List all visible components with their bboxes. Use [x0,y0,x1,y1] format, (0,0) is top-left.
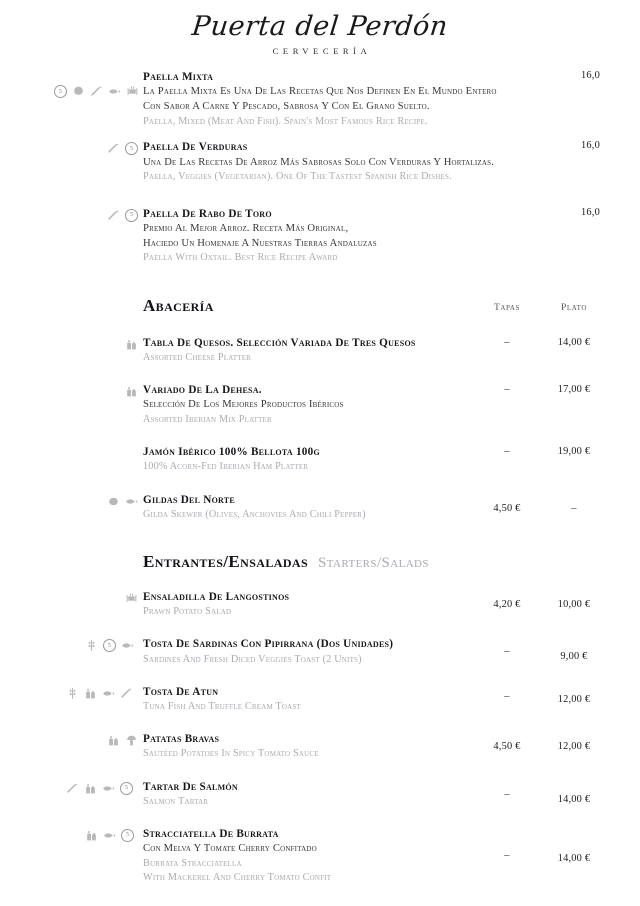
menu-item-price-tapas: – [504,446,510,458]
allergen-number-icon: 5 [103,639,116,652]
menu-item-name: Jamón Ibérico 100% Bellota 100g [143,446,320,459]
menu-item-desc-en: Assorted Iberian Mix Platter [143,413,272,425]
menu-item-row[interactable] [0,685,640,714]
menu-item-desc-en: Gilda Skewer (Olives, Anchovies And Chili Pepper) [143,508,366,520]
mushroom-icon [125,734,138,747]
menu-item-name: Tartar De Salmón [143,780,238,793]
allergen-icon-group [107,142,138,155]
allergen-icon-group [125,338,138,351]
chili-icon [107,142,120,155]
menu-item-row[interactable] [0,590,640,619]
menu-item-name: Paella De Rabo De Toro [143,207,272,220]
dairy-icon [107,734,120,747]
menu-item-name: Variado De La Dehesa. [143,384,262,397]
section-header-entrantes [143,552,640,572]
section-header-abaceria [143,296,640,316]
menu-item-row[interactable] [0,732,640,761]
menu-item-desc-en: Prawn Potato Salad [143,606,232,618]
menu-item-desc-en: Paella, Mixed (Meat And Fish). Spain's Most Famous Rice Recipe. [143,116,428,128]
section-title-translation: Starters/Salads [318,555,429,572]
fish-icon [103,829,116,842]
brand-logo [0,0,640,56]
menu-item-row[interactable] [0,827,640,886]
allergen-number-icon: 5 [121,829,134,842]
chili-icon [120,687,133,700]
menu-item-price-tapas: – [504,646,510,658]
allergen-icon-group [85,639,134,652]
menu-item-desc-en: 100% Acorn-Fed Iberian Ham Platter [143,461,309,473]
gluten-icon [66,687,79,700]
menu-item-price: 16,0 [581,70,600,82]
crustacean-icon [125,592,138,605]
fish-icon [121,639,134,652]
menu-item-name: Stracciatella De Burrata [143,828,279,840]
brand-name: Puerta del Perdón [190,11,450,42]
menu-item-price-tapas: 4,50 € [493,502,521,514]
allergen-icon-group [107,734,138,747]
menu-item-desc-en: Paella With Oxtail. Best Rice Recipe Award [143,252,338,264]
menu-item-price-plato: 10,00 € [557,599,591,611]
menu-item-row[interactable] [0,780,640,809]
brand-subtitle: CERVECERÍA [272,46,372,57]
dairy-icon [84,687,97,700]
menu-item-desc-es: Una De Las Recetas De Arroz Más Sabrosas Solo Con Verduras Y Hortalizas. [143,156,495,168]
fish-icon [102,782,115,795]
menu-item-desc-es: Premio Al Mejor Arroz. Receta Más Original, [143,222,349,234]
menu-item-price-tapas: – [504,336,510,348]
menu-item-desc-en: Assorted Cheese Platter [143,351,252,363]
olive-icon [107,495,120,508]
menu-section-entrantes [0,552,640,885]
menu-item-row[interactable] [0,637,640,666]
menu-item-desc-en-2: With Mackerel And Cherry Tomato Confit [143,872,332,884]
menu-item-desc-es: La Paella Mixta Es Una De Las Recetas Que Nos Definen En El Mundo Entero [143,86,497,98]
menu-item-desc-es-2: Con Sabor A Carne Y Pescado, Sabrosa Y Con El Grano Suelto. [143,101,430,113]
menu-item-price-tapas: 4,20 € [493,599,521,611]
allergen-icon-group [107,495,138,508]
menu-item-price-plato: 14,00 € [557,853,591,864]
menu-item-desc-en: Sardines And Fresh Diced Veggies Toast (2 Units) [143,653,362,665]
menu-item-row[interactable] [0,207,640,266]
menu-item-price-tapas: – [504,384,510,396]
dairy-icon [125,385,138,398]
allergen-icon-group [85,829,134,842]
dairy-icon [85,829,98,842]
menu-item-name: Tosta De Sardinas Con Pipirrana (Dos Unidades) [143,638,394,651]
menu-item-name: Tosta De Atun [143,685,219,698]
allergen-icon-group [66,782,133,795]
section-title: Entrantes/Ensaladas [143,552,309,572]
gluten-icon [85,639,98,652]
fish-icon [108,85,121,98]
menu-item-price-plato: 19,00 € [557,446,591,458]
menu-item-desc-es: Con Melva Y Tomate Cherry Confitado [143,843,317,855]
allergen-number-icon: 5 [125,209,138,222]
allergen-icon-group [125,592,138,605]
menu-item-price-tapas: 4,50 € [493,741,521,753]
menu-item-name: Ensaladilla De Langostinos [143,591,290,604]
menu-item-price-plato: 14,00 € [557,793,591,805]
menu-item-price-tapas: – [504,788,510,800]
menu-item-price-tapas: – [504,690,510,702]
menu-item-name: Tabla De Quesos. Selección Variada De Tres Quesos [143,336,416,349]
menu-item-row[interactable] [0,336,640,365]
menu-item-name: Paella De Verduras [143,141,248,154]
allergen-icon-group [125,385,138,398]
menu-item-desc-es: Selección De Los Mejores Productos Ibéricos [143,399,344,411]
menu-item-name: Patatas Bravas [143,733,220,746]
allergen-icon-group [66,687,133,700]
menu-item-desc-en: Salmon Tartar [143,795,209,807]
menu-item-price-plato: – [571,502,577,514]
section-title: Abacería [143,295,214,315]
fish-icon [102,687,115,700]
allergen-number-icon: 5 [125,142,138,155]
menu-item-price-plato: 17,00 € [557,384,591,396]
menu-item-price-plato: 14,00 € [557,336,591,348]
menu-item-price-plato: 12,00 € [557,741,591,753]
chili-icon [66,782,79,795]
fish-icon [125,495,138,508]
dairy-icon [84,782,97,795]
menu-item-name: Paella Mixta [143,71,214,84]
menu-item-desc-es-2: Haciedo Un Homenaje A Nuestras Tierras Andaluzas [143,237,377,249]
dairy-icon [125,338,138,351]
menu-item-price-plato: 9,00 € [560,651,588,663]
menu-item-price-plato: 12,00 € [557,693,591,705]
chili-icon [90,85,103,98]
allergen-icon-group [107,209,138,222]
crustacean-icon [126,85,139,98]
menu-item-row[interactable] [0,383,640,427]
allergen-number-icon: 5 [54,85,67,98]
allergen-icon-group [54,85,139,98]
menu-item-desc-en: Tuna Fish And Truffle Cream Toast [143,700,302,712]
column-header-tapas: Tapas [493,301,521,313]
menu-item-price: 16,0 [581,206,600,218]
menu-item-desc-en: Paella, Veggies (Vegetarian). One Of The Tastest Spanish Rice Dishes. [143,171,452,183]
menu-item-price-tapas: – [504,850,510,861]
menu-item-row[interactable] [0,493,640,522]
menu-item-row[interactable] [0,445,640,474]
menu-item-price: 16,0 [581,140,600,152]
menu-item-desc-en: Sautéed Potatoes In Spicy Tomato Sauce [143,748,319,760]
allergen-number-icon: 5 [120,782,133,795]
menu-section-paellas [0,70,640,265]
menu-item-row[interactable] [0,140,640,184]
menu-section-abaceria [0,296,640,522]
mollusk-icon [72,85,85,98]
column-header-plato: Plato [560,301,588,313]
menu-sheet [0,70,640,885]
menu-item-desc-en: Burrata Stracciatella [143,857,242,869]
menu-item-name: Gildas Del Norte [143,493,235,506]
menu-item-row[interactable] [0,70,640,129]
chili-icon [107,209,120,222]
